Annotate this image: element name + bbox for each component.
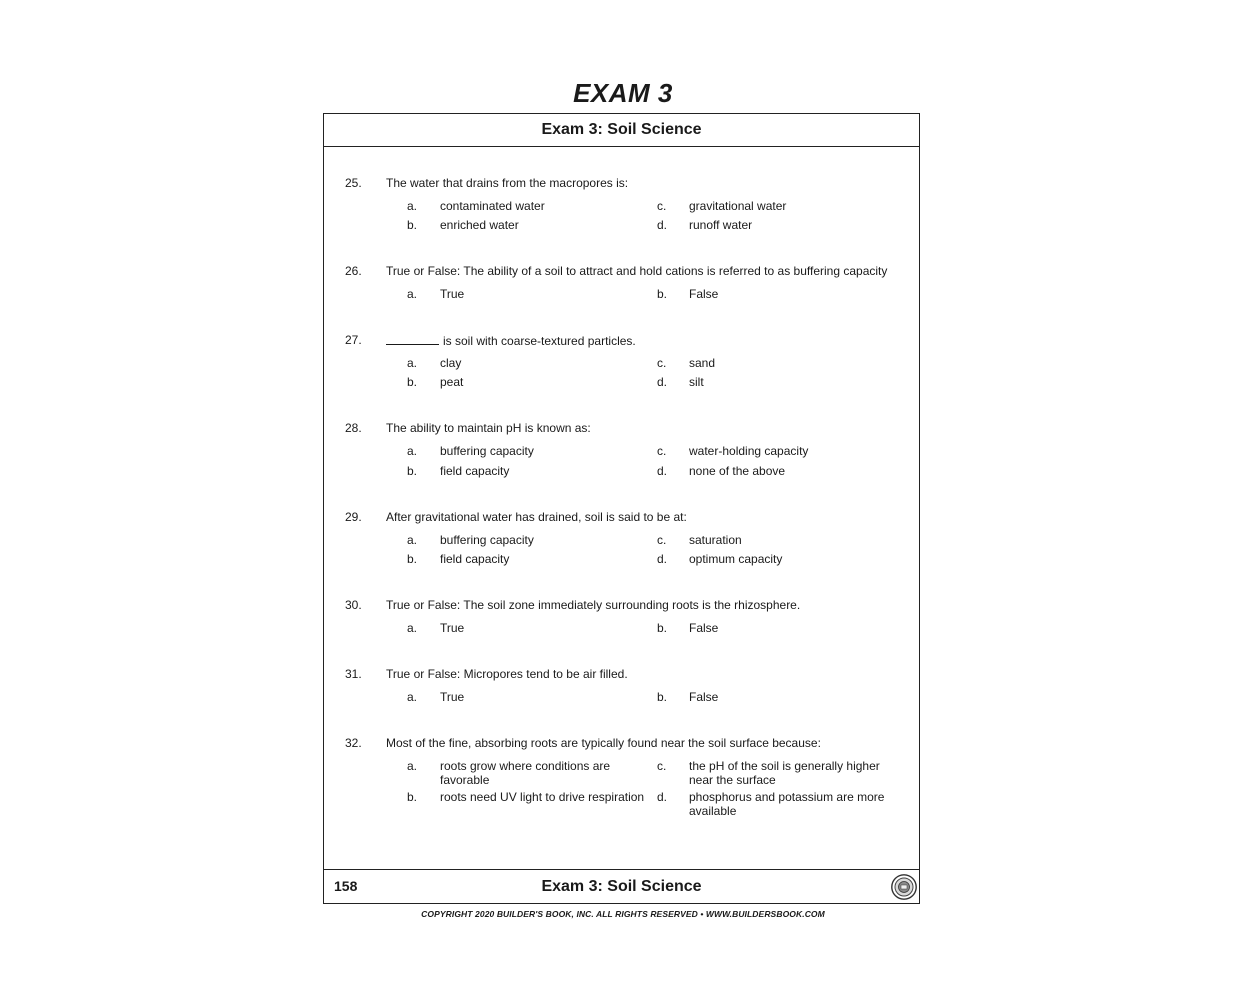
option-letter: b. [407,552,418,566]
option-letter: c. [657,533,667,547]
question-text: True or False: The soil zone immediately surrounding roots is the rhizosphere. [386,598,801,612]
option-text: contaminated water [440,199,545,213]
option-letter: c. [657,759,667,773]
question-number: 29. [345,510,362,524]
question-number: 27. [345,333,362,347]
question-number: 26. [345,264,362,278]
option-text: field capacity [440,552,510,566]
option-letter: d. [657,375,668,389]
option-text: roots need UV light to drive respiration [440,790,645,804]
option-letter: a. [407,533,418,547]
option-letter: b. [657,287,668,301]
question-text: is soil with coarse-textured particles. [443,334,636,348]
question-number: 25. [345,176,362,190]
option-text: clay [440,356,462,370]
question-number: 31. [345,667,362,681]
option-letter: a. [407,759,418,773]
option-letter: b. [407,375,418,389]
question-text: True or False: Micropores tend to be air filled. [386,667,628,681]
option-text: silt [689,375,704,389]
option-letter: a. [407,621,418,635]
page-header-title: Exam 3: Soil Science [324,114,919,147]
option-letter: a. [407,444,418,458]
option-letter: d. [657,218,668,232]
option-letter: a. [407,199,418,213]
page-footer [324,869,919,903]
question-number: 30. [345,598,362,612]
question-text: True or False: The ability of a soil to attract and hold cations is referred to as buffering capacity [386,264,888,278]
option-letter: d. [657,552,668,566]
page-number: 158 [334,878,358,894]
option-letter: a. [407,287,418,301]
option-text: runoff water [689,218,753,232]
option-text: water-holding capacity [689,444,809,458]
option-text: field capacity [440,464,510,478]
option-letter: b. [657,690,668,704]
question-text-row [386,333,906,348]
option-letter: a. [407,356,418,370]
question-text: After gravitational water has drained, soil is said to be at: [386,510,687,524]
footer-title: Exam 3: Soil Science [541,878,702,895]
option-text: buffering capacity [440,533,534,547]
option-text: False [689,621,719,635]
option-text: none of the above [689,464,786,478]
option-letter: b. [407,464,418,478]
option-text: buffering capacity [440,444,534,458]
question-text: The water that drains from the macropores is: [386,176,629,190]
option-text: sand [689,356,716,370]
question-number: 28. [345,421,362,435]
copyright-notice: COPYRIGHT 2020 BUILDER'S BOOK, INC. ALL RIGHTS RESERVED • WWW.BUILDERSBOOK.COM [421,909,825,919]
option-letter: c. [657,444,667,458]
option-text: roots grow where conditions are favorable [440,759,611,787]
option-text: False [689,287,719,301]
option-text: True [440,621,465,635]
option-letter: d. [657,464,668,478]
option-text: gravitational water [689,199,787,213]
option-letter: c. [657,199,667,213]
option-text: False [689,690,719,704]
question-text: The ability to maintain pH is known as: [386,421,591,435]
option-letter: a. [407,690,418,704]
exam-title: EXAM 3 [573,78,673,108]
option-text: enriched water [440,218,519,232]
option-text: peat [440,375,464,389]
fill-in-blank [386,333,439,345]
option-letter: b. [657,621,668,635]
option-text: True [440,690,465,704]
option-letter: b. [407,790,418,804]
option-letter: d. [657,790,668,804]
option-text: optimum capacity [689,552,783,566]
option-text: True [440,287,465,301]
option-letter: b. [407,218,418,232]
option-text: the pH of the soil is generally higher near the surface [689,759,880,787]
question-number: 32. [345,736,362,750]
option-text: saturation [689,533,742,547]
option-text: phosphorus and potassium are more available [689,790,885,818]
builders-book-seal-icon [891,874,917,900]
question-text: Most of the fine, absorbing roots are typically found near the soil surface because: [386,736,821,750]
option-letter: c. [657,356,667,370]
